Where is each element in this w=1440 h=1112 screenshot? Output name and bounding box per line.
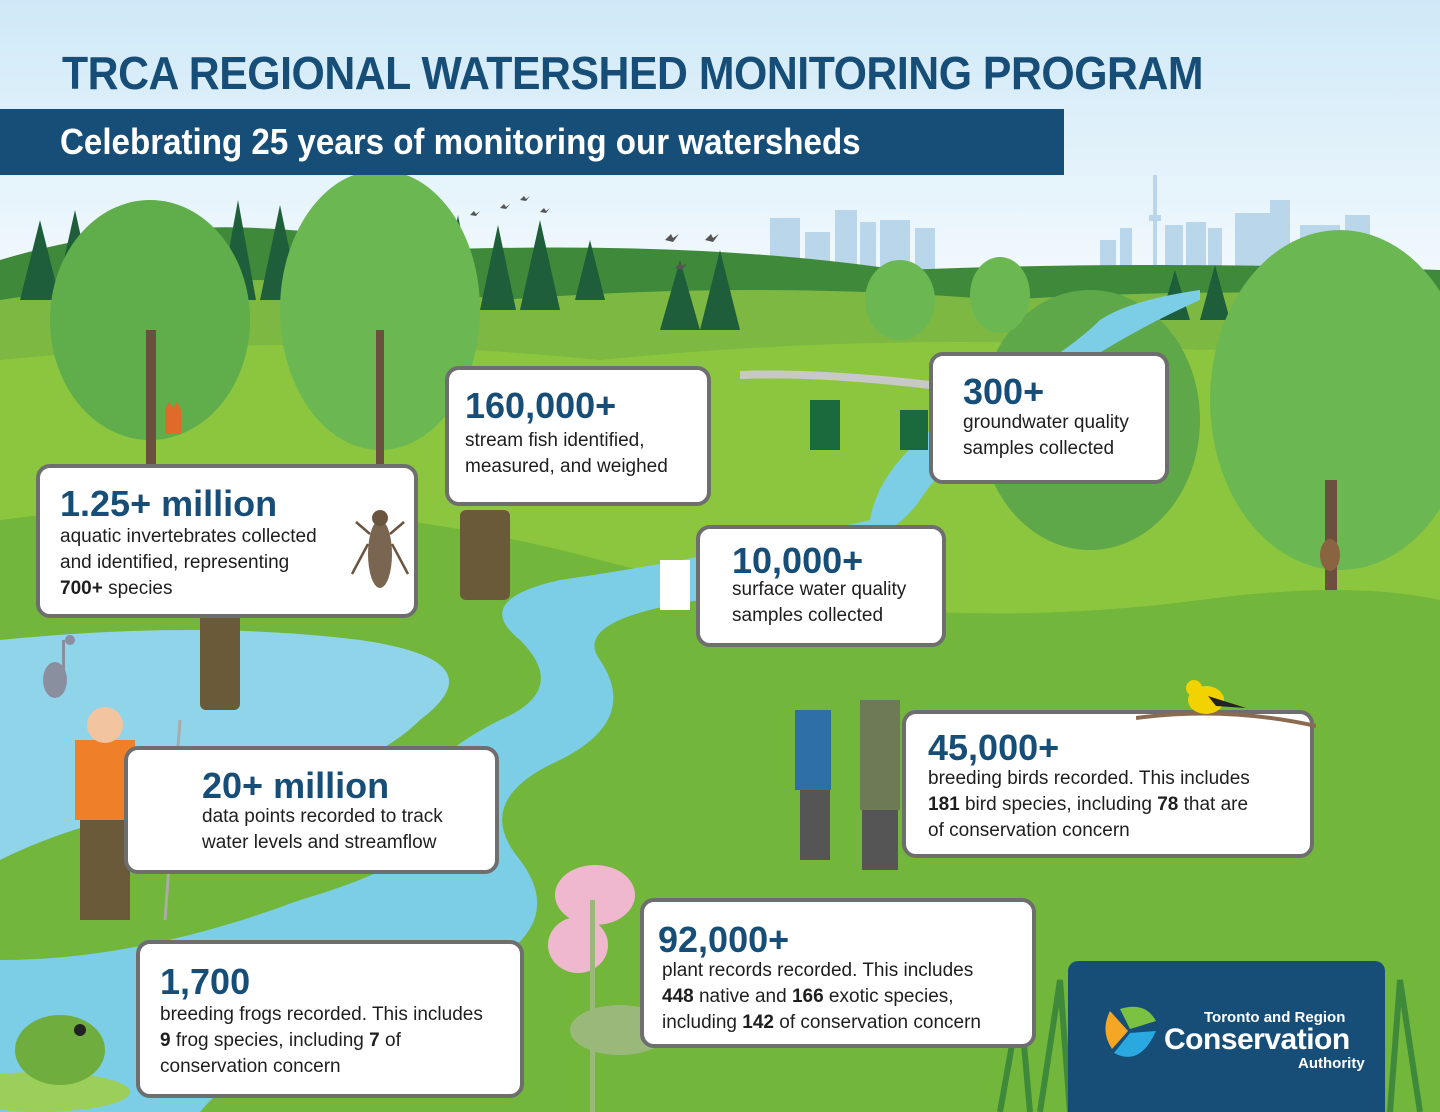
stat-card-surface-water: [696, 525, 946, 647]
logo-line-3: Authority: [1298, 1055, 1365, 1072]
owl: [1320, 539, 1340, 571]
stat-card-birds: [902, 710, 1314, 858]
stat-card-fish: [445, 366, 711, 506]
stat-value: 300+: [963, 371, 1045, 412]
stat-card-data-points: [124, 746, 499, 874]
page-title: TRCA REGIONAL WATERSHED MONITORING PROGRAM: [62, 47, 1204, 99]
logo-line-2: Conservation: [1164, 1023, 1350, 1056]
stat-description: groundwater quality samples collected: [963, 412, 1129, 459]
stat-description: data points recorded to track water levels and streamflow: [202, 806, 443, 853]
stat-value: 92,000+: [658, 919, 790, 960]
stat-description: stream fish identified, measured, and weighed: [465, 430, 668, 477]
stat-value: 45,000+: [928, 727, 1060, 768]
stat-description: breeding frogs recorded. This includes 9 frog species, including 7 of conservation concern: [160, 1004, 483, 1077]
stat-description: breeding birds recorded. This includes 181 bird species, including 78 that are of conservation concern: [928, 768, 1250, 841]
stat-card-groundwater: [929, 352, 1169, 484]
page-subtitle: Celebrating 25 years of monitoring our watersheds: [60, 121, 861, 162]
logo-line-1: Toronto and Region: [1204, 1009, 1346, 1026]
stat-card-plants: [640, 898, 1036, 1048]
trca-emblem-icon: [1100, 1001, 1160, 1061]
stat-description: plant records recorded. This includes 448 native and 166 exotic species, including 142 of conservation concern: [662, 960, 981, 1033]
stat-value: 1,700: [160, 961, 251, 1002]
stat-value: 20+ million: [202, 765, 390, 806]
stat-card-invertebrates: [36, 464, 418, 618]
stat-description: aquatic invertebrates collected and identified, representing 700+ species: [60, 526, 317, 599]
stat-description: surface water quality samples collected: [732, 579, 907, 626]
goldfinch-icon: [1136, 678, 1316, 758]
stat-value: 160,000+: [465, 385, 617, 426]
subtitle-banner: [0, 109, 1064, 175]
stat-card-frogs: [136, 940, 524, 1098]
stat-value: 10,000+: [732, 540, 864, 581]
stat-value: 1.25+ million: [60, 483, 278, 524]
trca-logo: [1068, 961, 1385, 1112]
dragonfly-nymph-icon: [350, 504, 410, 600]
